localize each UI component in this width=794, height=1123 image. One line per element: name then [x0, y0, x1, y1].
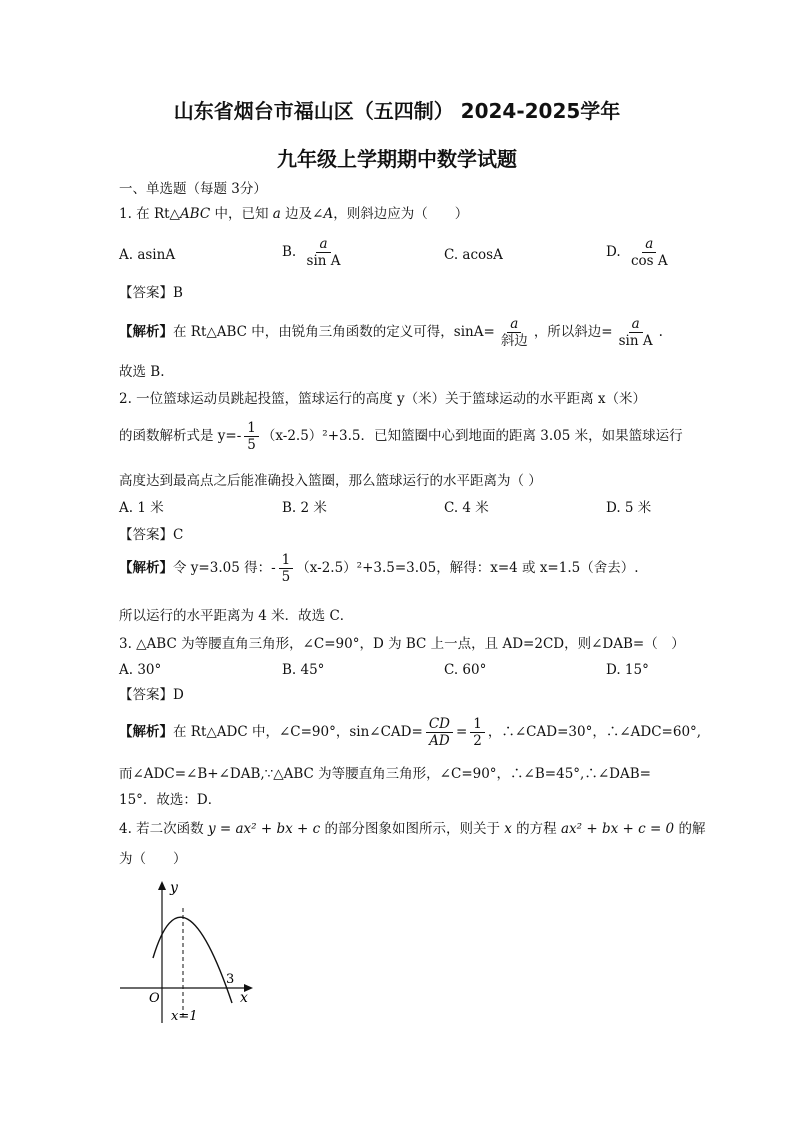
y-axis-arrow [158, 881, 166, 890]
symmetry-axis-label: x=1 [171, 1009, 198, 1024]
question-4-stem: 4. 若二次函数 y = ax² + bx + c 的部分图象如图所示，则关于 x 的方程 ax² + bx + c = 0 的解 [119, 821, 706, 837]
q2-option-b: B. 2 米 [282, 500, 327, 516]
q2-option-a: A. 1 米 [119, 500, 164, 516]
q3-option-b: B. 45° [282, 662, 325, 678]
q3-answer: 【答案】D [119, 687, 184, 703]
section-heading: 一、单选题（每题 3分） [119, 181, 267, 197]
q2-option-c: C. 4 米 [444, 500, 489, 516]
parabola-graph [115, 878, 265, 1028]
q1-option-a: A. asinA [119, 247, 176, 263]
q3-conclusion: 15°．故选：D． [119, 792, 222, 808]
question-4-stem-line2: 为（ ） [119, 851, 187, 867]
q3-explanation-line2: 而∠ADC=∠B+∠DAB,∵△ABC 为等腰直角三角形，∠C=90°，∴∠B=45°,∴∠DAB= [119, 766, 651, 782]
q3-option-c: C. 60° [444, 662, 487, 678]
x-axis-label: x [240, 990, 248, 1006]
q3-option-a: A. 30° [119, 662, 162, 678]
origin-label: O [149, 991, 160, 1006]
q2-option-d: D. 5 米 [606, 500, 652, 516]
q2-conclusion: 所以运行的水平距离为 4 米．故选 C． [119, 608, 354, 624]
q1-option-c: C. acosA [444, 247, 503, 263]
page-title: 山东省烟台市福山区（五四制） 2024-2025学年 [173, 99, 621, 123]
y-axis-label: y [170, 880, 178, 896]
question-2-line1: 2. 一位篮球运动员跳起投篮，篮球运行的高度 y（米）关于篮球运动的水平距离 x（米） [119, 391, 646, 407]
q3-explanation: 【解析】在 Rt△ADC 中，∠C=90°，sin∠CAD= $\frac{CD}{AD}$ = $\frac{1}{2}$ ，∴∠CAD=30°，∴∠ADC=60°, [119, 716, 702, 749]
q1-option-d: D. $\frac{a}{\text{cos A}}$ [606, 236, 668, 269]
q2-answer: 【答案】C [119, 527, 184, 543]
q1-answer: 【答案】B [119, 285, 183, 301]
q1-conclusion: 故选 B. [119, 364, 165, 380]
q3-option-d: D. 15° [606, 662, 649, 678]
root-label-3: 3 [226, 972, 235, 987]
q2-explanation: 【解析】令 y=3.05 得：- $\frac{1}{5}$ （x-2.5）²+3.5=3.05，解得：x=4 或 x=1.5（舍去）. [119, 552, 639, 585]
question-2-line2: 的函数解析式是 y=- $\frac{1}{5}$ （x-2.5）²+3.5．已知篮圈中心到地面的距离 3.05 米，如果篮球运行 [119, 420, 683, 453]
page-subtitle: 九年级上学期期中数学试题 [277, 147, 517, 171]
parabola-curve [153, 917, 235, 1003]
question-2-line3: 高度达到最高点之后能准确投入篮圈，那么篮球运行的水平距离为（ ） [119, 473, 542, 489]
question-1-stem: 1. 在 Rt△ABC 中，已知 a 边及∠A，则斜边应为（ ） [119, 206, 469, 222]
q1-option-b: B. $\frac{a}{\text{sin A}}$ [282, 236, 341, 269]
q1-explanation: 【解析】在 Rt△ABC 中，由锐角三角函数的定义可得，sinA= $\frac{a}{\text{斜边}}$ ，所以斜边= $\frac{a}{\text{sin A}}$ . [119, 316, 663, 349]
question-3-stem: 3. △ABC 为等腰直角三角形，∠C=90°，D 为 BC 上一点，且 AD=2CD，则∠DAB=（ ） [119, 636, 685, 652]
